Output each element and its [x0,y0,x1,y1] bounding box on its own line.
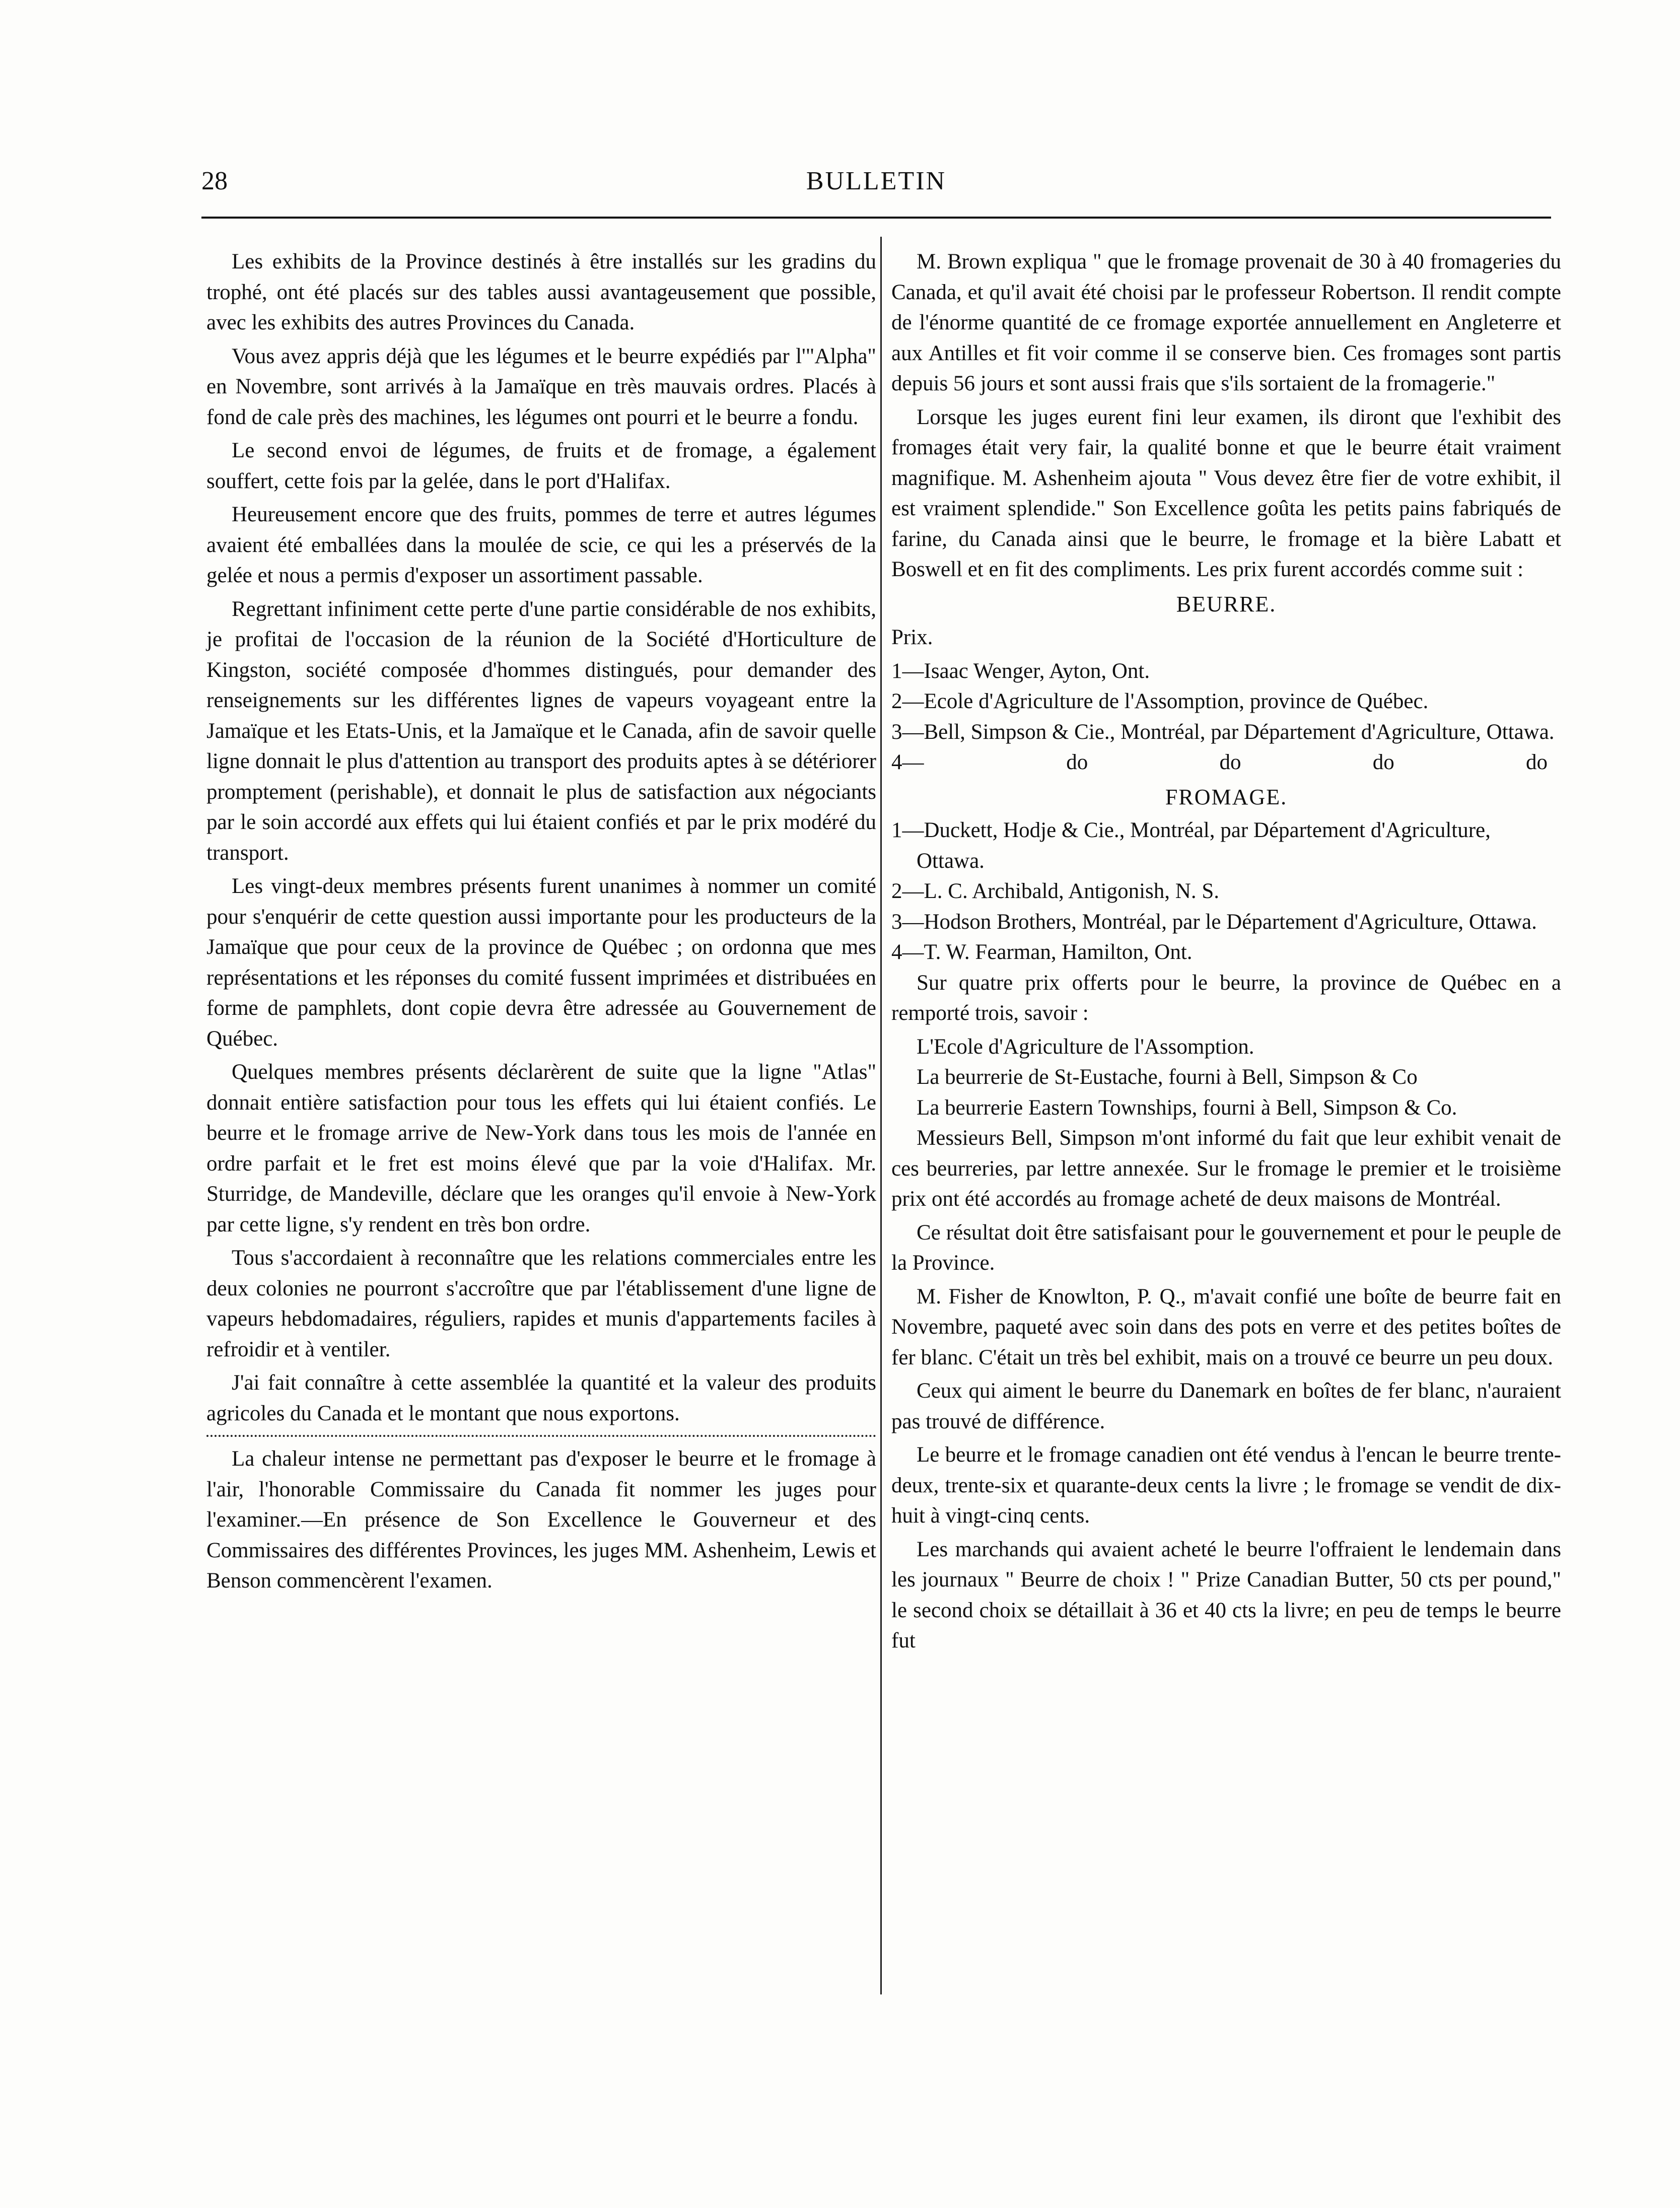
prize-item: 2—Ecole d'Agriculture de l'Assomption, province de Québec. [891,689,1429,713]
winner-line: La beurrerie de St-Eustache, fourni à Bell, Simpson & Co [917,1065,1418,1089]
paragraph: Tous s'accordaient à reconnaître que les relations commerciales entre les deux colonies ne pourront s'accroître que par l'établissement d'une ligne de vapeurs hebdomadaires, réguliers, rapides et munis d'appartements faciles à refroidir et à ventiler. [206,1246,876,1361]
paragraph: Le beurre et le fromage canadien ont été vendus à l'encan le beurre trente-deux, trente-six et quarante-deux cents la livre ; le fromage se vendit de dix-huit à vingt-cinq cents. [891,1443,1561,1528]
prize-item: 2—L. C. Archibald, Antigonish, N. S. [891,879,1219,903]
column-divider [880,237,882,1994]
prize-item: 3—Bell, Simpson & Cie., Montréal, par Département d'Agriculture, Ottawa. [891,720,1555,744]
paragraph: Sur quatre prix offerts pour le beurre, la province de Québec en a remporté trois, savoir : [891,971,1561,1025]
paragraph: Lorsque les juges eurent fini leur examen, ils diront que l'exhibit des fromages était very fair, la qualité bonne et que le beurre était vraiment magnifique. M. Ashenheim ajouta " Vous devez être fier de votre exhibit, il est vraiment splendide." Son Excellence goûta les petits pains fabriqués de farine, du Canada ainsi que le beurre, le fromage et la bière Labatt et Boswell et en fit des compliments. Les prix furent accordés comme suit : [891,405,1561,581]
section-divider [206,1435,876,1437]
right-column [891,247,1561,1660]
paragraph: Heureusement encore que des fruits, pommes de terre et autres légumes avaient été emballées dans la moulée de scie, ce qui les a préservés de la gelée et nous a permis d'exposer un assortiment passable. [206,503,876,587]
winner-line: L'Ecole d'Agriculture de l'Assomption. [917,1034,1254,1059]
beurre-heading: BEURRE. [1176,591,1277,616]
paragraph: Les exhibits de la Province destinés à être installés sur les gradins du trophé, ont été placés sur des tables aussi avantageusement que possible, avec les exhibits des autres Provinces du Canada. [206,250,876,334]
paragraph: Quelques membres présents déclarèrent de suite que la ligne "Atlas" donnait entière satisfaction pour tous les effets qui lui étaient confiés. Le beurre et le fromage arrive de New-York dans tous les mois de l'année en ordre parfait et le fret est moins élevé que par la voie d'Halifax. Mr. Sturridge, de Mandeville, déclare que les oranges qu'il envoie à New-York par cette ligne, s'y rendent en très bon ordre. [206,1060,876,1236]
paragraph: Les vingt-deux membres présents furent unanimes à nommer un comité pour s'enquérir de cette question aussi importante pour les producteurs de la Jamaïque que pour ceux de la province de Québec ; on ordonna que mes représentations et les réponses du comité fussent imprimées et distribuées en forme de pamphlets, dont copie devra être adressée au Gouvernement de Québec. [206,874,876,1051]
paragraph: M. Brown expliqua " que le fromage provenait de 30 à 40 fromageries du Canada, et qu'il avait été choisi par le professeur Robertson. Il rendit compte de l'énorme quantité de ce fromage exportée annuellement en Angleterre et aux Antilles et fit voir comme il se conserve bien. Ces fromages sont partis depuis 56 jours et sont aussi frais que s'ils sortaient de la fromagerie." [891,250,1561,395]
prize-item: 3—Hodson Brothers, Montréal, par le Département d'Agriculture, Ottawa. [891,910,1537,934]
page-number: 28 [201,167,228,195]
paragraph: Ce résultat doit être satisfaisant pour le gouvernement et pour le peuple de la Province. [891,1220,1561,1275]
fromage-heading: FROMAGE. [1165,784,1288,809]
paragraph: M. Fisher de Knowlton, P. Q., m'avait confié une boîte de beurre fait en Novembre, paqueté avec soin dans des pots en verre et des petites boîtes de fer blanc. C'était un très bel exhibit, mais on a trouvé ce beurre un peu doux. [891,1284,1561,1369]
paragraph: La chaleur intense ne permettant pas d'exposer le beurre et le fromage à l'air, l'honorable Commissaire du Canada fit nommer les juges pour l'examiner.—En présence de Son Excellence le Gouverneur et des Commissaires des différentes Provinces, les juges MM. Ashenheim, Lewis et Benson commencèrent l'examen. [206,1447,876,1593]
prize-item: 1—Isaac Wenger, Ayton, Ont. [891,659,1150,683]
prize-item-ditto: 4— do do do do [891,747,1561,778]
beurre-prize-list [891,656,1561,778]
paragraph: Vous avez appris déjà que les légumes et le beurre expédiés par l'"Alpha" en Novembre, sont arrivés à la Jamaïque en très mauvais ordres. Placés à fond de cale près des machines, les légumes ont pourri et le beurre a fondu. [206,344,876,429]
fromage-prize-list [891,815,1561,968]
winner-line: La beurrerie Eastern Townships, fourni à Bell, Simpson & Co. [917,1095,1457,1120]
running-title: BULLETIN [806,167,947,195]
paragraph: J'ai fait connaître à cette assemblée la quantité et la valeur des produits agricoles du Canada et le montant que nous exportons. [206,1371,876,1425]
page-header [201,166,1551,206]
prize-number: 4— [891,750,924,774]
paragraph: Ceux qui aiment le beurre du Danemark en boîtes de fer blanc, n'auraient pas trouvé de différence. [891,1379,1561,1433]
paragraph: Les marchands qui avaient acheté le beurre l'offraient le lendemain dans les journaux " Beurre de choix ! " Prize Canadian Butter, 50 cts per pound," le second choix se détaillait à 36 et 40 cts la livre; en peu de temps le beurre fut [891,1537,1561,1652]
paragraph: Regrettant infiniment cette perte d'une partie considérable de nos exhibits, je profitai de l'occasion de la réunion de la Société d'Horticulture de Kingston, société composée d'hommes distingués, pour demander des renseignements sur les différentes lignes de vapeurs voyageant entre la Jamaïque et les Etats-Unis, et la Jamaïque et le Canada, afin de savoir quelle ligne donnait le plus d'attention au transport des produits aptes à se détériorer promptement (perishable), et donnait le plus de satisfaction aux négociants par le soin accordé aux effets qui lui étaient confiés et par le prix modéré du transport. [206,597,876,865]
prix-label: Prix. [891,626,933,649]
left-column [206,247,876,1600]
paragraph: Messieurs Bell, Simpson m'ont informé du fait que leur exhibit venait de ces beurreries, par lettre annexée. Sur le fromage le premier et le troisième prix ont été accordés au fromage acheté de deux maisons de Montréal. [891,1126,1561,1211]
paragraph: Le second envoi de légumes, de fruits et de fromage, a également souffert, cette fois par la gelée, dans le port d'Halifax. [206,439,876,493]
header-rule [201,217,1551,219]
prize-item: 4—T. W. Fearman, Hamilton, Ont. [891,940,1193,964]
prize-item: 1—Duckett, Hodje & Cie., Montréal, par Département d'Agriculture, Ottawa. [891,818,1491,873]
